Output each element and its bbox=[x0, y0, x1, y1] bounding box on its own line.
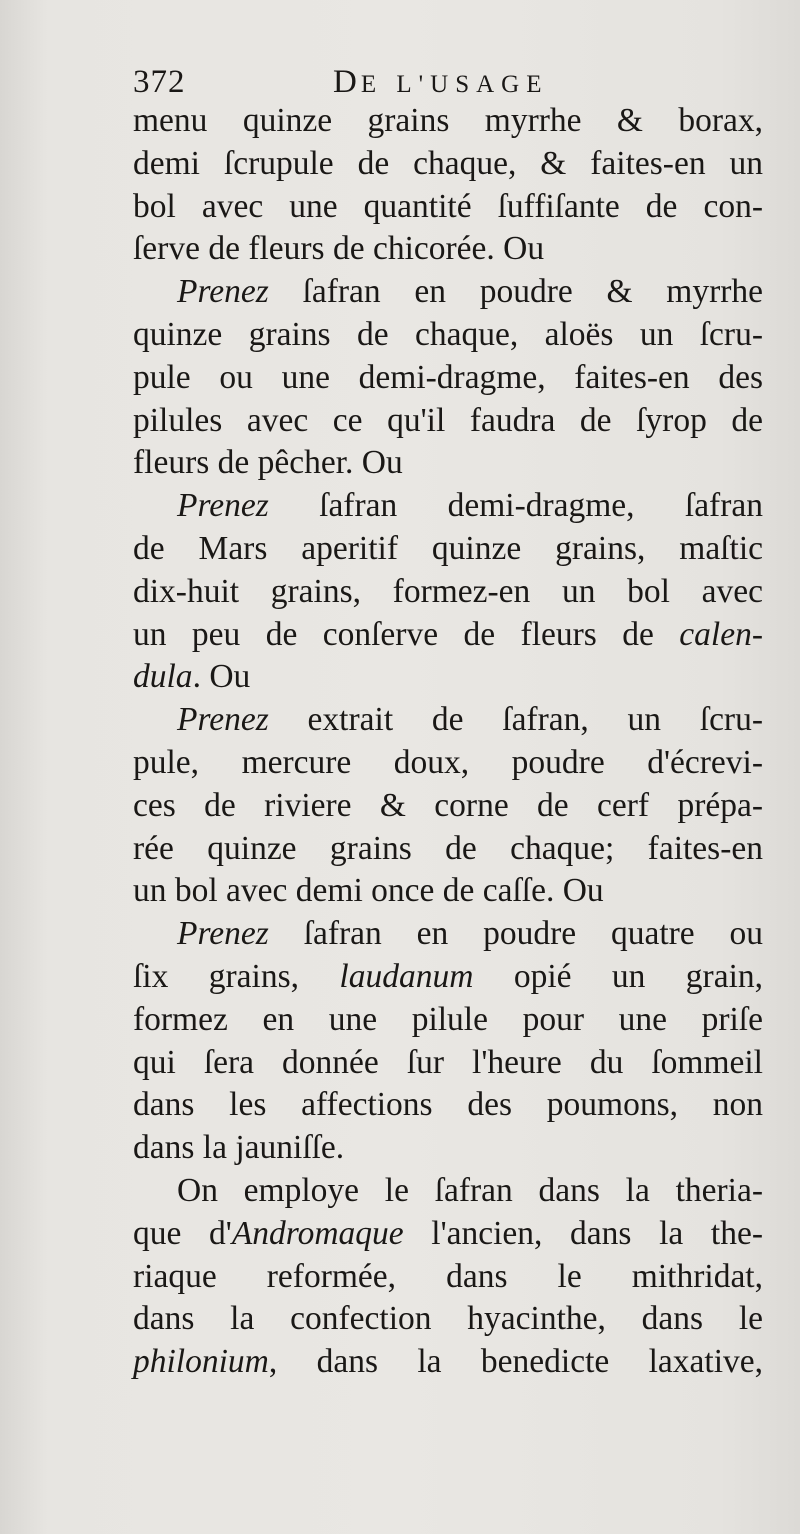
line-text: On employe le ſafran dans la theria- bbox=[177, 1171, 763, 1209]
line-text: ſafran en poudre quatre ou bbox=[268, 915, 763, 953]
italic-text: dula bbox=[133, 658, 193, 696]
line-text: demi ſcrupule de chaque, & faites-en un bbox=[133, 144, 763, 182]
text-line bbox=[133, 485, 763, 528]
line-text: un bol avec demi once de caſſe. Ou bbox=[133, 872, 604, 910]
italic-text: calen- bbox=[679, 615, 763, 653]
text-line bbox=[133, 186, 763, 229]
text-line bbox=[133, 870, 763, 913]
italic-text: Prenez bbox=[177, 915, 269, 953]
italic-text: philonium bbox=[133, 1343, 269, 1381]
text-line bbox=[133, 271, 763, 314]
text-line bbox=[133, 1084, 763, 1127]
line-text: rée quinze grains de chaque; faites-en bbox=[133, 829, 763, 867]
italic-text: Andromaque bbox=[231, 1214, 404, 1252]
text-line bbox=[133, 1213, 763, 1256]
text-line bbox=[133, 956, 763, 999]
text-line bbox=[133, 100, 763, 143]
text-line bbox=[133, 1341, 763, 1384]
line-text: ſerve de fleurs de chicorée. Ou bbox=[133, 230, 545, 268]
text-line bbox=[133, 785, 763, 828]
italic-text: Prenez bbox=[177, 701, 269, 739]
text-line bbox=[133, 742, 763, 785]
text-line bbox=[133, 1298, 763, 1341]
text-line bbox=[133, 656, 763, 699]
line-text: ſafran demi-dragme, ſafran bbox=[268, 487, 763, 525]
page-number: 372 bbox=[133, 64, 186, 100]
text-line bbox=[133, 143, 763, 186]
text-line bbox=[133, 614, 763, 657]
line-text: , dans la benedicte laxative, bbox=[268, 1343, 763, 1381]
text-line bbox=[133, 528, 763, 571]
text-line bbox=[133, 228, 763, 271]
line-text: dans les affections des poumons, non bbox=[133, 1086, 763, 1124]
line-text: ces de riviere & corne de cerf prépa- bbox=[133, 786, 763, 824]
line-text: riaque reformée, dans le mithridat, bbox=[133, 1257, 763, 1295]
line-text: un peu de conſerve de fleurs de bbox=[133, 615, 680, 653]
text-line bbox=[133, 1256, 763, 1299]
text-line bbox=[133, 913, 763, 956]
page-header bbox=[133, 62, 773, 102]
italic-text: Prenez bbox=[177, 273, 269, 311]
text-line bbox=[133, 571, 763, 614]
running-head-end: SAGE bbox=[455, 71, 549, 98]
text-line bbox=[133, 699, 763, 742]
line-text: l'ancien, dans la the- bbox=[403, 1214, 764, 1252]
line-text: menu quinze grains myrrhe & borax, bbox=[133, 102, 763, 139]
text-line bbox=[133, 1127, 763, 1170]
text-line bbox=[133, 1170, 763, 1213]
line-text: dans la jauniſſe. bbox=[133, 1129, 345, 1167]
line-text: de Mars aperitif quinze grains, maſtic bbox=[133, 529, 763, 567]
line-text: pilules avec ce qu'il faudra de ſyrop de bbox=[133, 401, 763, 439]
text-line bbox=[133, 999, 763, 1042]
text-line bbox=[133, 357, 763, 400]
line-text: . Ou bbox=[192, 658, 251, 696]
line-text: pule ou une demi-dragme, faites-en des bbox=[133, 358, 763, 396]
line-text: qui ſera donnée ſur l'heure du ſommeil bbox=[133, 1043, 763, 1081]
line-text: dix-huit grains, formez-en un bol avec bbox=[133, 572, 763, 610]
running-head-initial: D bbox=[333, 64, 361, 100]
line-text: ſafran en poudre & myrrhe bbox=[268, 273, 763, 311]
running-head bbox=[333, 62, 549, 105]
text-line bbox=[133, 828, 763, 871]
italic-text: laudanum bbox=[339, 957, 474, 995]
line-text: bol avec une quantité ſuffiſante de con- bbox=[133, 187, 763, 225]
line-text: ſix grains, bbox=[133, 957, 340, 995]
running-head-middle: E L'U bbox=[360, 71, 456, 98]
line-text: dans la confection hyacinthe, dans le bbox=[133, 1300, 763, 1338]
text-line bbox=[133, 314, 763, 357]
text-line bbox=[133, 400, 763, 443]
line-text: extrait de ſafran, un ſcru- bbox=[268, 701, 763, 739]
line-text: fleurs de pêcher. Ou bbox=[133, 444, 403, 482]
line-text: pule, mercure doux, poudre d'écrevi- bbox=[133, 743, 763, 781]
line-text: que d' bbox=[133, 1214, 232, 1252]
line-text: formez en une pilule pour une priſe bbox=[133, 1000, 763, 1038]
line-text: quinze grains de chaque, aloës un ſcru- bbox=[133, 315, 763, 353]
line-text: opié un grain, bbox=[473, 957, 764, 995]
text-line bbox=[133, 1042, 763, 1085]
body-text bbox=[133, 100, 763, 1384]
italic-text: Prenez bbox=[177, 487, 269, 525]
text-line bbox=[133, 442, 763, 485]
